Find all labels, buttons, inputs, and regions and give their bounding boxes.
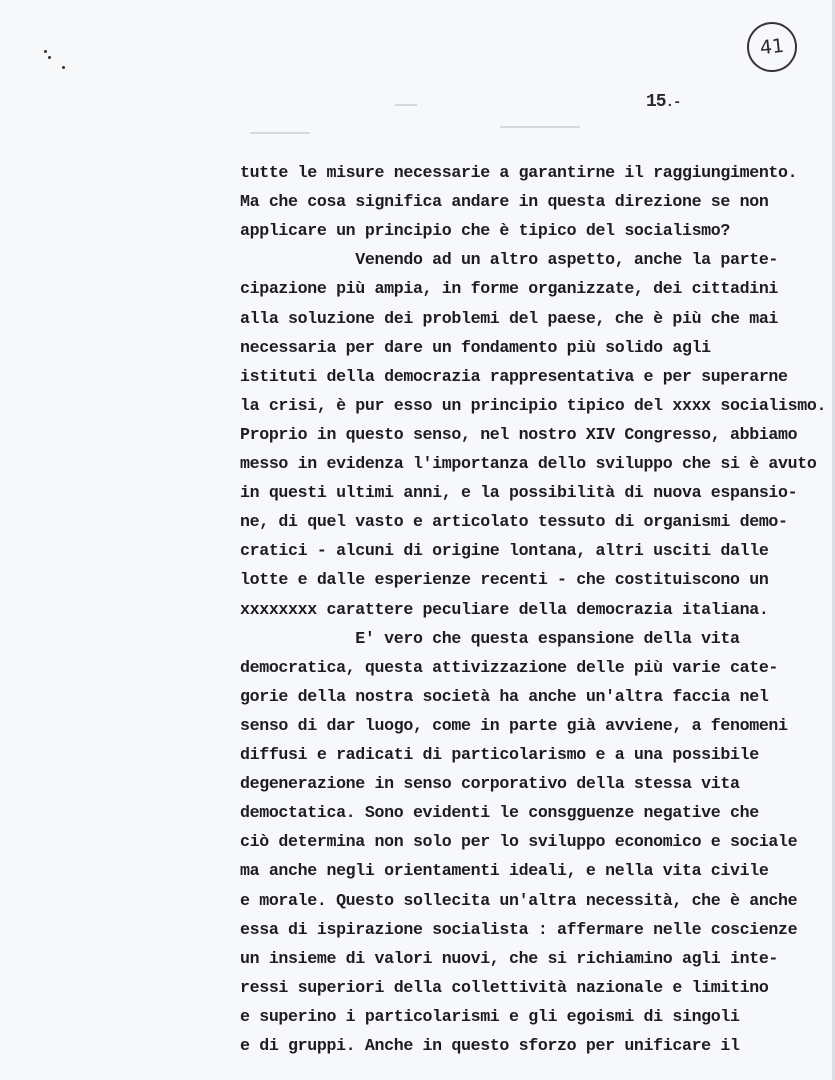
text-line: la crisi, è pur esso un principio tipico del xxxx socialismo. — [240, 395, 827, 415]
text-line: e superino i particolarismi e gli egoismi di singoli — [240, 1006, 740, 1026]
text-line: democratica, questa attivizzazione delle più varie cate- — [240, 657, 779, 677]
text-line: cipazione più ampia, in forme organizzate, dei cittadini — [240, 279, 779, 299]
text-line: degenerazione in senso corporativo della stessa vita — [240, 774, 740, 794]
text-line: ressi superiori della collettività nazionale e limitino — [240, 977, 769, 997]
text-line: istituti della democrazia rappresentativa e per superarne — [240, 366, 788, 386]
archive-page-stamp-number: 41 — [758, 34, 786, 60]
text-line: gorie della nostra società ha anche un'altra faccia nel — [240, 686, 769, 706]
bleed-through-mark — [395, 104, 417, 106]
text-line: e di gruppi. Anche in questo sforzo per unificare il — [240, 1036, 740, 1055]
text-line: necessaria per dare un fondamento più solido agli — [240, 337, 711, 357]
page-number: 15.- — [646, 92, 681, 112]
text-line: lotte e dalle esperienze recenti - che costituiscono un — [240, 570, 769, 590]
archive-page-stamp — [745, 20, 800, 75]
text-line: essa di ispirazione socialista : affermare nelle coscienze — [240, 919, 798, 939]
text-line: messo in evidenza l'importanza dello sviluppo che si è avuto — [240, 454, 817, 473]
text-line: E' vero che questa espansione della vita — [240, 628, 740, 648]
text-line: ciò determina non solo per lo sviluppo economico e sociale — [240, 832, 798, 852]
bleed-through-mark — [250, 132, 310, 134]
text-line: e morale. Questo sollecita un'altra necessità, che è anche — [240, 890, 798, 910]
text-line: Ma che cosa significa andare in questa direzione se non — [240, 192, 769, 212]
text-line: tutte le misure necessarie a garantirne il raggiungimento. — [240, 163, 798, 182]
text-line: xxxxxxxx carattere peculiare della democrazia italiana. — [240, 599, 769, 619]
text-line: senso di dar luogo, come in parte già avviene, a fenomeni — [240, 715, 788, 735]
bleed-through-mark — [500, 126, 580, 128]
text-line: un insieme di valori nuovi, che si richiamino agli inte- — [240, 948, 779, 968]
text-line: applicare un principio che è tipico del socialismo? — [240, 221, 731, 241]
text-line: ma anche negli orientamenti ideali, e nella vita civile — [240, 861, 769, 881]
text-line: ne, di quel vasto e articolato tessuto di organismi demo- — [240, 512, 788, 532]
text-line: Proprio in questo senso, nel nostro XIV Congresso, abbiamo — [240, 424, 798, 444]
text-line: cratici - alcuni di origine lontana, altri usciti dalle — [240, 541, 769, 561]
text-line: alla soluzione dei problemi del paese, che è più che mai — [240, 308, 779, 328]
text-line: diffusi e radicati di particolarismo e a una possibile — [240, 745, 759, 764]
text-line: democtatica. Sono evidenti le consgguenze negative che — [240, 803, 759, 823]
text-line: in questi ultimi anni, e la possibilità di nuova espansio- — [240, 483, 798, 503]
text-line: Venendo ad un altro aspetto, anche la parte- — [240, 250, 779, 270]
